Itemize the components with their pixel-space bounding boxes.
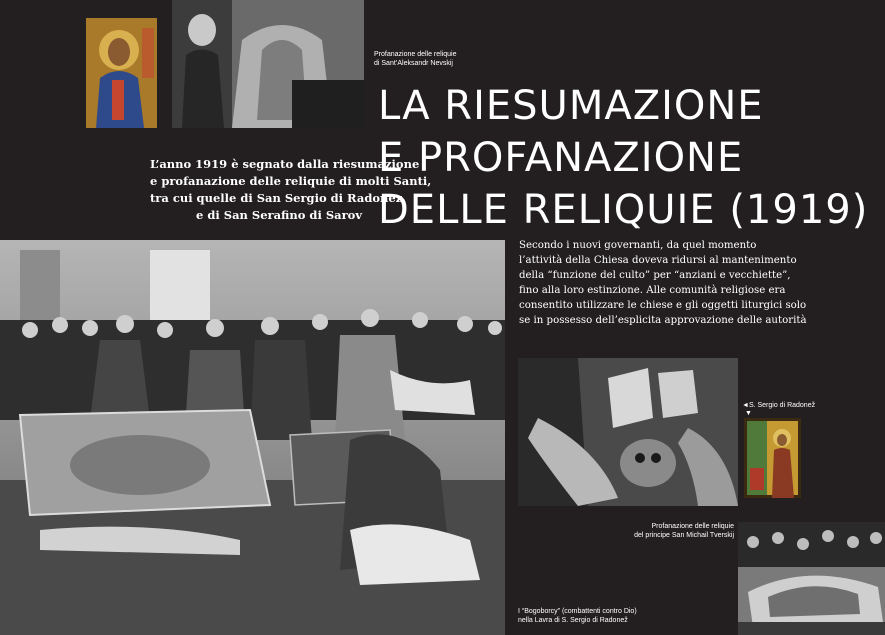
photo-tverskij-relics — [738, 522, 885, 635]
icon-painting-nevskij — [86, 18, 157, 128]
caption-bogoborcy: I “Bogoborcy” (combattenti contro Dio) nella Lavra di S. Sergio di Radonež — [518, 608, 637, 624]
pointer-arrow-icon: ◄ — [742, 402, 749, 409]
caption-nevskij: Profanazione delle reliquie di Sant’Aleksandr Nevskij — [374, 51, 457, 67]
caption-tverskij: Profanazione delle reliquie del principe San Michail Tverskij — [634, 523, 734, 539]
down-arrow-icon: ▼ — [745, 410, 752, 417]
page-title — [378, 80, 878, 236]
photo-main-exhumation — [0, 240, 505, 635]
caption-sergio-icon: ◄S. Sergio di Radonež — [742, 402, 816, 409]
title-line-1: LA RIESUMAZIONE — [378, 83, 764, 129]
lead-paragraph: L’anno 1919 è segnato dalla riesumazione e profanazione delle reliquie di molti Santi, tra cui quelle di San Sergio di Radonez e di San Serafino di Sarov — [150, 157, 432, 222]
icon-painting-sergio — [744, 418, 801, 498]
body-paragraph: Secondo i nuovi governanti, da quel momento l’attività della Chiesa doveva ridursi al mantenimento della “funzione del culto” per “anziani e vecchiette”, fino alla loro estinzione. Alle comunità religiose era consentito utilizzare le chiese e gli oggetti liturgici solo se in possesso dell’esplicita approvazione delle autorità — [519, 240, 807, 326]
title-line-3: DELLE RELIQUIE (1919) — [378, 187, 869, 233]
photo-sergio-relics — [518, 358, 738, 506]
title-line-2: E PROFANAZIONE — [378, 135, 744, 181]
photo-nevskij-relics — [172, 0, 364, 128]
